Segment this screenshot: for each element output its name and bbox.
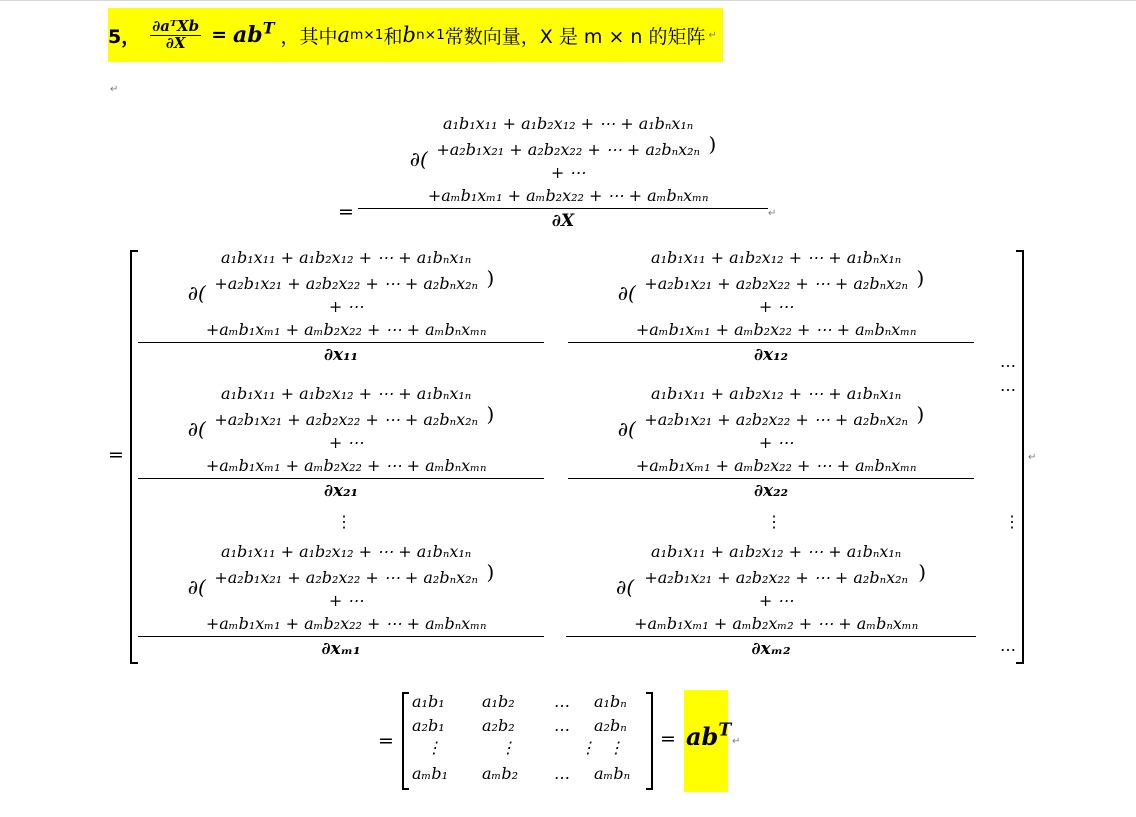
partial-symbol: ∂( xyxy=(409,147,428,171)
paragraph-mark: ↵ xyxy=(708,29,717,41)
result-cell: a₂bₙ xyxy=(594,716,627,735)
paragraph-mark: ↵ xyxy=(768,208,777,219)
final-result: $ab^T$ xyxy=(686,720,732,751)
hdots: … xyxy=(1000,352,1016,371)
top-denominator: ∂X xyxy=(551,211,575,231)
heading-text-before: ，其中 xyxy=(280,25,338,48)
matrix-cell-m-2: ∂( a₁b₁x₁₁ + a₁b₂x₁₂ + ⋯ + a₁bₙx₁ₙ +a₂b₁x₂₁ + a₂b₂x₂₂ + ⋯ + a₂bₙx₂ₙ + ⋯ +aₘb₁xₘ₁ + aₘb₂xₘ₂ + ⋯ + aₘbₙxₘₙ ) ∂xₘ₂ xyxy=(566,538,976,659)
matrix-cell-1-2: ∂( a₁b₁x₁₁ + a₁b₂x₁₂ + ⋯ + a₁bₙx₁ₙ +a₂b₁x₂₁ + a₂b₂x₂₂ + ⋯ + a₂bₙx₂ₙ + ⋯ +aₘb₁xₘ₁ + aₘb₂x₂₂ + ⋯ + aₘbₙxₘₙ ) ∂x₁₂ xyxy=(568,244,974,365)
result-cell: ⋮ xyxy=(500,738,516,757)
result-cell: aₘb₁ xyxy=(412,764,449,783)
heading-a-var: a xyxy=(337,23,351,47)
equals-sign: = xyxy=(338,201,354,223)
denominator-xm2: ∂xₘ₂ xyxy=(751,639,791,659)
result-cell: ⋮ xyxy=(608,738,624,757)
result-cell: … xyxy=(554,692,570,711)
matrix-cell-1-1: ∂( a₁b₁x₁₁ + a₁b₂x₁₂ + ⋯ + a₁bₙx₁ₙ +a₂b₁x₂₁ + a₂b₂x₂₂ + ⋯ + a₂bₙx₂ₙ + ⋯ +aₘb₁xₘ₁ + aₘb₂x₂₂ + ⋯ + aₘbₙxₘₙ ) ∂x₁₁ xyxy=(138,244,544,365)
paragraph-mark: ↵ xyxy=(1028,452,1037,463)
denominator-x21: ∂x₂₁ xyxy=(323,481,359,501)
sum-line-4: +aₘb₁xₘ₁ + aₘb₂x₂₂ + ⋯ + aₘbₙxₘₙ xyxy=(427,185,709,205)
denominator-x22: ∂x₂₂ xyxy=(753,481,789,501)
heading-equals: = xyxy=(211,24,228,46)
heading-frac-denominator: ∂X xyxy=(165,33,186,52)
denominator-x11: ∂x₁₁ xyxy=(323,345,359,365)
vdots: ⋮ xyxy=(1004,512,1020,531)
top-fraction xyxy=(358,110,768,231)
paragraph-mark: ↵ xyxy=(110,84,119,95)
result-cell: a₁b₁ xyxy=(412,692,445,711)
sum-expression xyxy=(428,110,709,208)
heading-conj: 和 xyxy=(383,25,403,48)
denominator-xm1: ∂xₘ₁ xyxy=(321,639,361,659)
result-cell: a₂b₁ xyxy=(412,716,445,735)
item-number: 5， xyxy=(108,25,141,48)
vdots: ⋮ xyxy=(336,512,352,531)
result-cell: ⋮ xyxy=(580,738,596,757)
heading-text-after: 常数向量，X 是 m × n 的矩阵 xyxy=(444,25,706,48)
result-matrix xyxy=(402,692,654,788)
result-equals-sign-2: = xyxy=(660,728,676,750)
denominator-x12: ∂x₁₂ xyxy=(753,345,789,365)
vdots: ⋮ xyxy=(766,512,782,531)
paragraph-mark: ↵ xyxy=(732,736,741,747)
heading-b-var: b xyxy=(402,23,416,47)
heading-frac-numerator: ∂aᵀXb xyxy=(152,16,200,35)
matrix-cell-2-2: ∂( a₁b₁x₁₁ + a₁b₂x₁₂ + ⋯ + a₁bₙx₁ₙ +a₂b₁x₂₁ + a₂b₂x₂₂ + ⋯ + a₂bₙx₂ₙ + ⋯ +aₘb₁xₘ₁ + aₘb₂x₂₂ + ⋯ + aₘbₙxₘₙ ) ∂x₂₂ xyxy=(568,380,974,501)
close-paren: ) xyxy=(708,132,717,156)
result-cell: aₘbₙ xyxy=(594,764,631,783)
sum-line-2: +a₂b₁x₂₁ + a₂b₂x₂₂ + ⋯ + a₂bₙx₂ₙ xyxy=(436,139,700,159)
result-cell: aₘb₂ xyxy=(482,764,519,783)
formula-heading: 5， ∂aᵀXb ∂X = $ab^T$ ，其中 a m×1 和 b n×1 常数向量，X 是 m × n 的矩阵 ↵ xyxy=(108,8,723,62)
result-cell: a₁b₂ xyxy=(482,692,515,711)
result-cell: ⋮ xyxy=(426,738,442,757)
result-cell: a₁bₙ xyxy=(594,692,627,711)
result-cell: a₂b₂ xyxy=(482,716,515,735)
matrix-cell-m-1: ∂( a₁b₁x₁₁ + a₁b₂x₁₂ + ⋯ + a₁bₙx₁ₙ +a₂b₁x₂₁ + a₂b₂x₂₂ + ⋯ + a₂bₙx₂ₙ + ⋯ +aₘb₁xₘ₁ + aₘb₂x₂₂ + ⋯ + aₘbₙxₘₙ ) ∂xₘ₁ xyxy=(138,538,544,659)
sum-line-3: + ⋯ xyxy=(550,162,586,182)
result-cell: … xyxy=(554,764,570,783)
sum-line-1: a₁b₁x₁₁ + a₁b₂x₁₂ + ⋯ + a₁bₙx₁ₙ xyxy=(443,113,694,133)
fraction-bar xyxy=(358,208,768,209)
hdots: … xyxy=(1000,636,1016,655)
result-equals-sign: = xyxy=(378,730,394,752)
heading-rhs: $ab^T$ xyxy=(233,18,275,48)
matrix-cell-2-1: ∂( a₁b₁x₁₁ + a₁b₂x₁₂ + ⋯ + a₁bₙx₁ₙ +a₂b₁x₂₁ + a₂b₂x₂₂ + ⋯ + a₂bₙx₂ₙ + ⋯ +aₘb₁xₘ₁ + aₘb₂x₂₂ + ⋯ + aₘbₙxₘₙ ) ∂x₂₁ xyxy=(138,380,544,501)
matrix-right-bracket xyxy=(1016,250,1024,664)
matrix-equals-sign: = xyxy=(108,444,124,466)
heading-fraction xyxy=(150,16,201,52)
matrix-left-bracket xyxy=(130,250,138,664)
result-cell: … xyxy=(554,716,570,735)
hdots: … xyxy=(1000,376,1016,395)
